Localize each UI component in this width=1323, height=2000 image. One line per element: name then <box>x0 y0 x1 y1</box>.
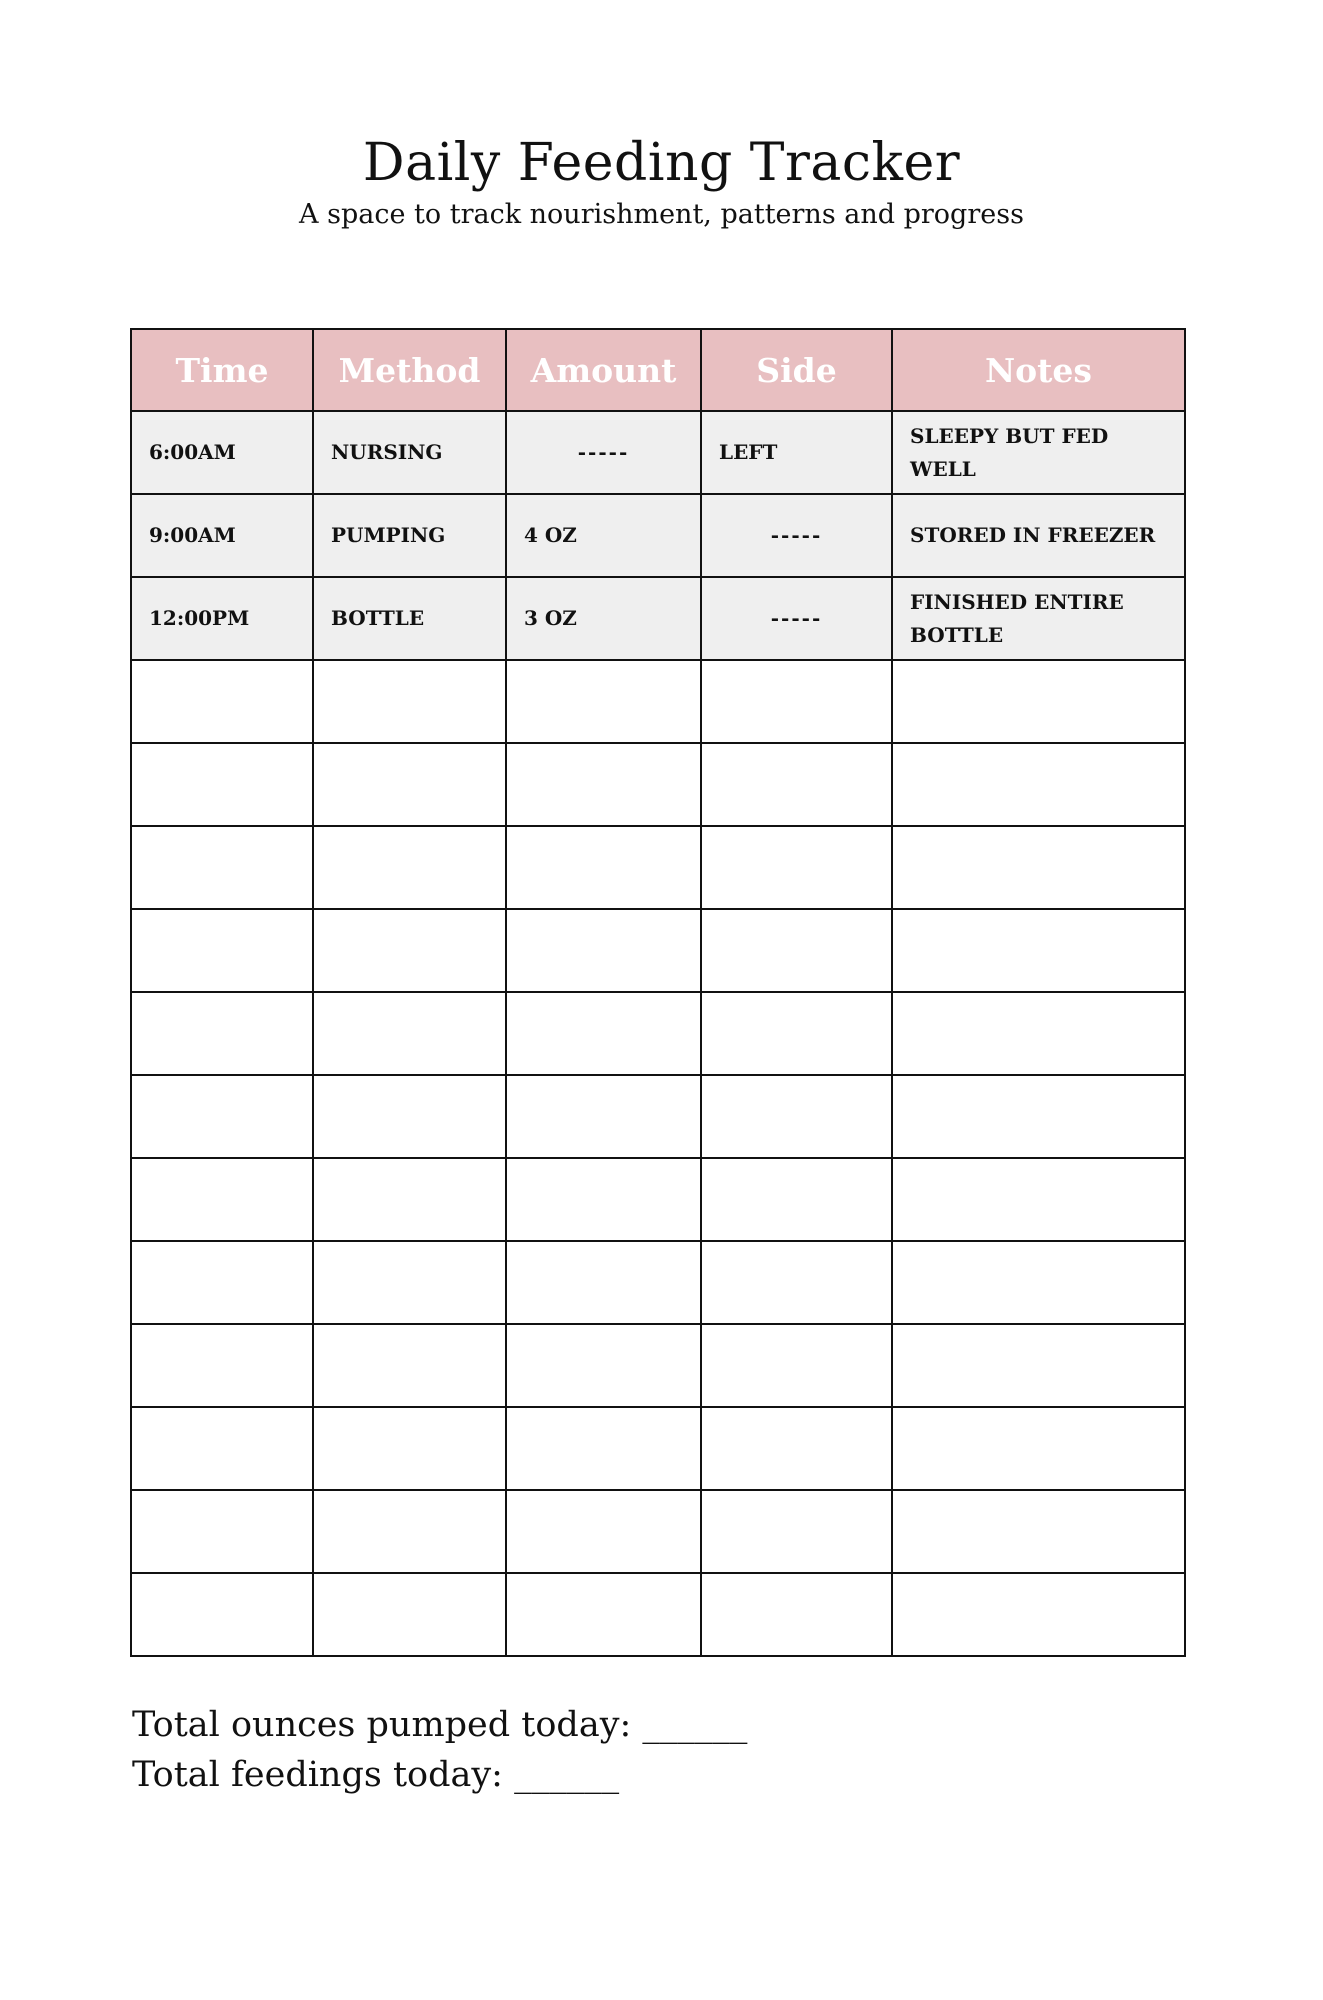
table-row-empty <box>131 743 1185 826</box>
cell-method: NURSING <box>313 411 506 494</box>
cell-time: 9:00AM <box>131 494 313 577</box>
empty-cell-notes[interactable] <box>892 743 1185 826</box>
header-side: Side <box>701 329 892 411</box>
total-ounces-label: Total ounces pumped today: <box>132 1705 632 1745</box>
empty-cell-time[interactable] <box>131 992 313 1075</box>
cell-side: ----- <box>701 494 892 577</box>
empty-cell-notes[interactable] <box>892 1573 1185 1656</box>
feeding-table <box>130 328 1186 1657</box>
table-row-empty <box>131 1573 1185 1656</box>
page-title: Daily Feeding Tracker <box>362 133 961 193</box>
table-row-empty <box>131 1407 1185 1490</box>
empty-cell-side[interactable] <box>701 1407 892 1490</box>
empty-cell-method[interactable] <box>313 743 506 826</box>
table-row-empty <box>131 909 1185 992</box>
empty-cell-amount[interactable] <box>506 1407 701 1490</box>
empty-cell-amount[interactable] <box>506 1158 701 1241</box>
cell-notes: SLEEPY BUT FED WELL <box>892 411 1185 494</box>
cell-notes: FINISHED ENTIRE BOTTLE <box>892 577 1185 660</box>
empty-cell-method[interactable] <box>313 1158 506 1241</box>
header-amount: Amount <box>506 329 701 411</box>
empty-cell-amount[interactable] <box>506 1241 701 1324</box>
table-row-empty <box>131 992 1185 1075</box>
empty-cell-side[interactable] <box>701 1573 892 1656</box>
empty-cell-notes[interactable] <box>892 826 1185 909</box>
empty-cell-amount[interactable] <box>506 1324 701 1407</box>
empty-cell-side[interactable] <box>701 1324 892 1407</box>
empty-cell-notes[interactable] <box>892 660 1185 743</box>
empty-cell-time[interactable] <box>131 660 313 743</box>
empty-cell-notes[interactable] <box>892 1490 1185 1573</box>
total-feedings-blank[interactable]: ______ <box>514 1755 620 1795</box>
header-notes: Notes <box>892 329 1185 411</box>
empty-cell-amount[interactable] <box>506 1490 701 1573</box>
total-ounces-line <box>132 1700 747 1750</box>
cell-notes: STORED IN FREEZER <box>892 494 1185 577</box>
empty-cell-time[interactable] <box>131 1158 313 1241</box>
empty-cell-time[interactable] <box>131 826 313 909</box>
empty-cell-method[interactable] <box>313 826 506 909</box>
cell-method: PUMPING <box>313 494 506 577</box>
empty-cell-amount[interactable] <box>506 660 701 743</box>
empty-cell-notes[interactable] <box>892 992 1185 1075</box>
empty-cell-method[interactable] <box>313 1490 506 1573</box>
table-row <box>131 494 1185 577</box>
table-row-empty <box>131 826 1185 909</box>
empty-cell-amount[interactable] <box>506 909 701 992</box>
empty-cell-method[interactable] <box>313 1573 506 1656</box>
empty-cell-side[interactable] <box>701 1158 892 1241</box>
cell-amount: 3 OZ <box>506 577 701 660</box>
empty-cell-side[interactable] <box>701 1075 892 1158</box>
cell-amount: ----- <box>506 411 701 494</box>
table-row-empty <box>131 1324 1185 1407</box>
empty-cell-amount[interactable] <box>506 1573 701 1656</box>
cell-time: 6:00AM <box>131 411 313 494</box>
table-row-empty <box>131 1241 1185 1324</box>
cell-amount: 4 OZ <box>506 494 701 577</box>
empty-cell-side[interactable] <box>701 743 892 826</box>
empty-cell-side[interactable] <box>701 826 892 909</box>
empty-cell-time[interactable] <box>131 1075 313 1158</box>
empty-cell-method[interactable] <box>313 909 506 992</box>
empty-cell-amount[interactable] <box>506 1075 701 1158</box>
empty-cell-method[interactable] <box>313 1324 506 1407</box>
cell-side: LEFT <box>701 411 892 494</box>
table-row <box>131 577 1185 660</box>
total-feedings-label: Total feedings today: <box>132 1755 503 1795</box>
empty-cell-time[interactable] <box>131 909 313 992</box>
table-row-empty <box>131 1490 1185 1573</box>
table-row-empty <box>131 1075 1185 1158</box>
empty-cell-side[interactable] <box>701 1490 892 1573</box>
empty-cell-side[interactable] <box>701 992 892 1075</box>
empty-cell-amount[interactable] <box>506 826 701 909</box>
empty-cell-notes[interactable] <box>892 1241 1185 1324</box>
empty-cell-notes[interactable] <box>892 1158 1185 1241</box>
empty-cell-method[interactable] <box>313 1241 506 1324</box>
table-row <box>131 411 1185 494</box>
header-time: Time <box>131 329 313 411</box>
header-method: Method <box>313 329 506 411</box>
cell-method: BOTTLE <box>313 577 506 660</box>
empty-cell-time[interactable] <box>131 743 313 826</box>
empty-cell-side[interactable] <box>701 1241 892 1324</box>
totals-section <box>132 1700 747 1800</box>
table-row-empty <box>131 660 1185 743</box>
total-ounces-blank[interactable]: ______ <box>642 1705 748 1745</box>
empty-cell-method[interactable] <box>313 992 506 1075</box>
empty-cell-time[interactable] <box>131 1490 313 1573</box>
page-subtitle: A space to track nourishment, patterns and progress <box>299 199 1024 230</box>
empty-cell-side[interactable] <box>701 909 892 992</box>
table-header-row <box>131 329 1185 411</box>
table-row-empty <box>131 1158 1185 1241</box>
cell-side: ----- <box>701 577 892 660</box>
empty-cell-method[interactable] <box>313 1075 506 1158</box>
empty-cell-notes[interactable] <box>892 1324 1185 1407</box>
empty-cell-time[interactable] <box>131 1573 313 1656</box>
empty-cell-side[interactable] <box>701 660 892 743</box>
blank-rows <box>131 660 1185 1656</box>
total-feedings-line <box>132 1750 747 1800</box>
empty-cell-amount[interactable] <box>506 743 701 826</box>
empty-cell-method[interactable] <box>313 1407 506 1490</box>
cell-time: 12:00PM <box>131 577 313 660</box>
empty-cell-notes[interactable] <box>892 909 1185 992</box>
empty-cell-notes[interactable] <box>892 1407 1185 1490</box>
empty-cell-amount[interactable] <box>506 992 701 1075</box>
empty-cell-time[interactable] <box>131 1324 313 1407</box>
empty-cell-notes[interactable] <box>892 1075 1185 1158</box>
empty-cell-method[interactable] <box>313 660 506 743</box>
empty-cell-time[interactable] <box>131 1241 313 1324</box>
empty-cell-time[interactable] <box>131 1407 313 1490</box>
